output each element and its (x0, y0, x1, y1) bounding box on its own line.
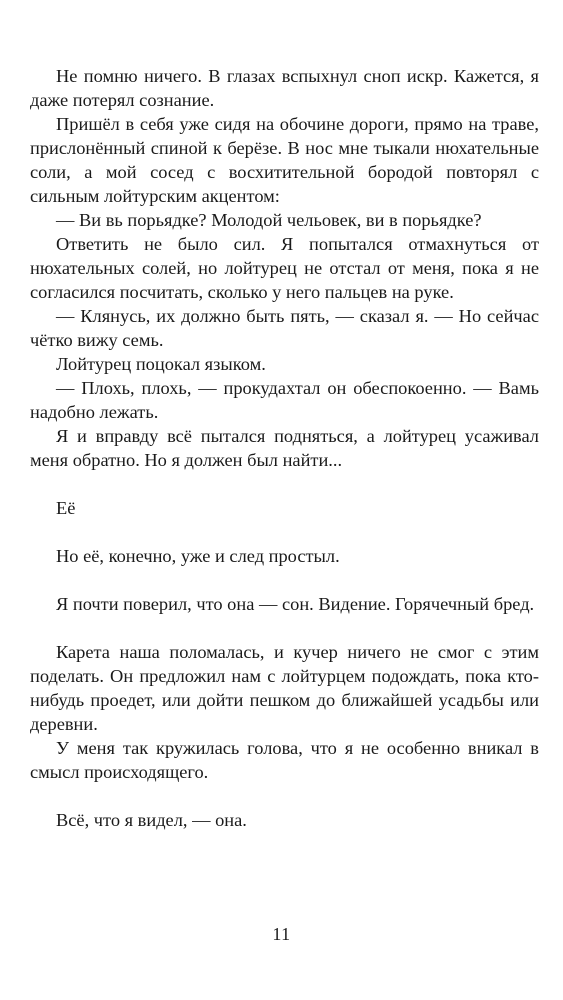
paragraph-12: Карета наша поломалась, и кучер ничего не смог с этим поделать. Он предложил нам с лойтурцем подождать, пока кто-нибудь проедет, или дойти пешком до ближайшей усадьбы или деревни. (30, 642, 539, 734)
paragraph-9: Её (56, 498, 76, 518)
paragraph-13: У меня так кружилась голова, что я не особенно вникал в смысл происходящего. (30, 738, 539, 782)
paragraph-2: Пришёл в себя уже сидя на обочине дороги, прямо на траве, прислонённый спиной к берёзе. В нос мне тыкали нюхательные соли, а мой сосед с восхитительной бородой повторял с сильным лойтурским акцентом: (30, 114, 539, 206)
paragraph-1: Не помню ничего. В глазах вспыхнул сноп искр. Кажется, я даже потерял сознание. (30, 66, 539, 110)
page-number: 11 (272, 924, 291, 944)
paragraph-3: — Ви вь порьядке? Молодой чельовек, ви в порьядке? (56, 210, 482, 230)
paragraph-8: Я и вправду всё пытался подняться, а лойтурец усаживал меня обратно. Но я должен был найти... (30, 426, 539, 470)
paragraph-7: — Плохь, плохь, — прокудахтал он обеспокоенно. — Вамь надобно лежать. (30, 378, 539, 422)
paragraph-11: Я почти поверил, что она — сон. Видение. Горячечный бред. (56, 594, 535, 614)
paragraph-10: Но её, конечно, уже и след простыл. (56, 546, 340, 566)
paragraph-14: Всё, что я видел, — она. (56, 810, 247, 830)
book-page-text (30, 64, 539, 832)
paragraph-5: — Клянусь, их должно быть пять, — сказал я. — Но сейчас чётко вижу семь. (30, 306, 539, 350)
paragraph-4: Ответить не было сил. Я попытался отмахнуться от нюхательных солей, но лойтурец не отстал от меня, пока я не согласился посчитать, сколько у него пальцев на руке. (30, 234, 539, 302)
paragraph-6: Лойтурец поцокал языком. (56, 354, 266, 374)
